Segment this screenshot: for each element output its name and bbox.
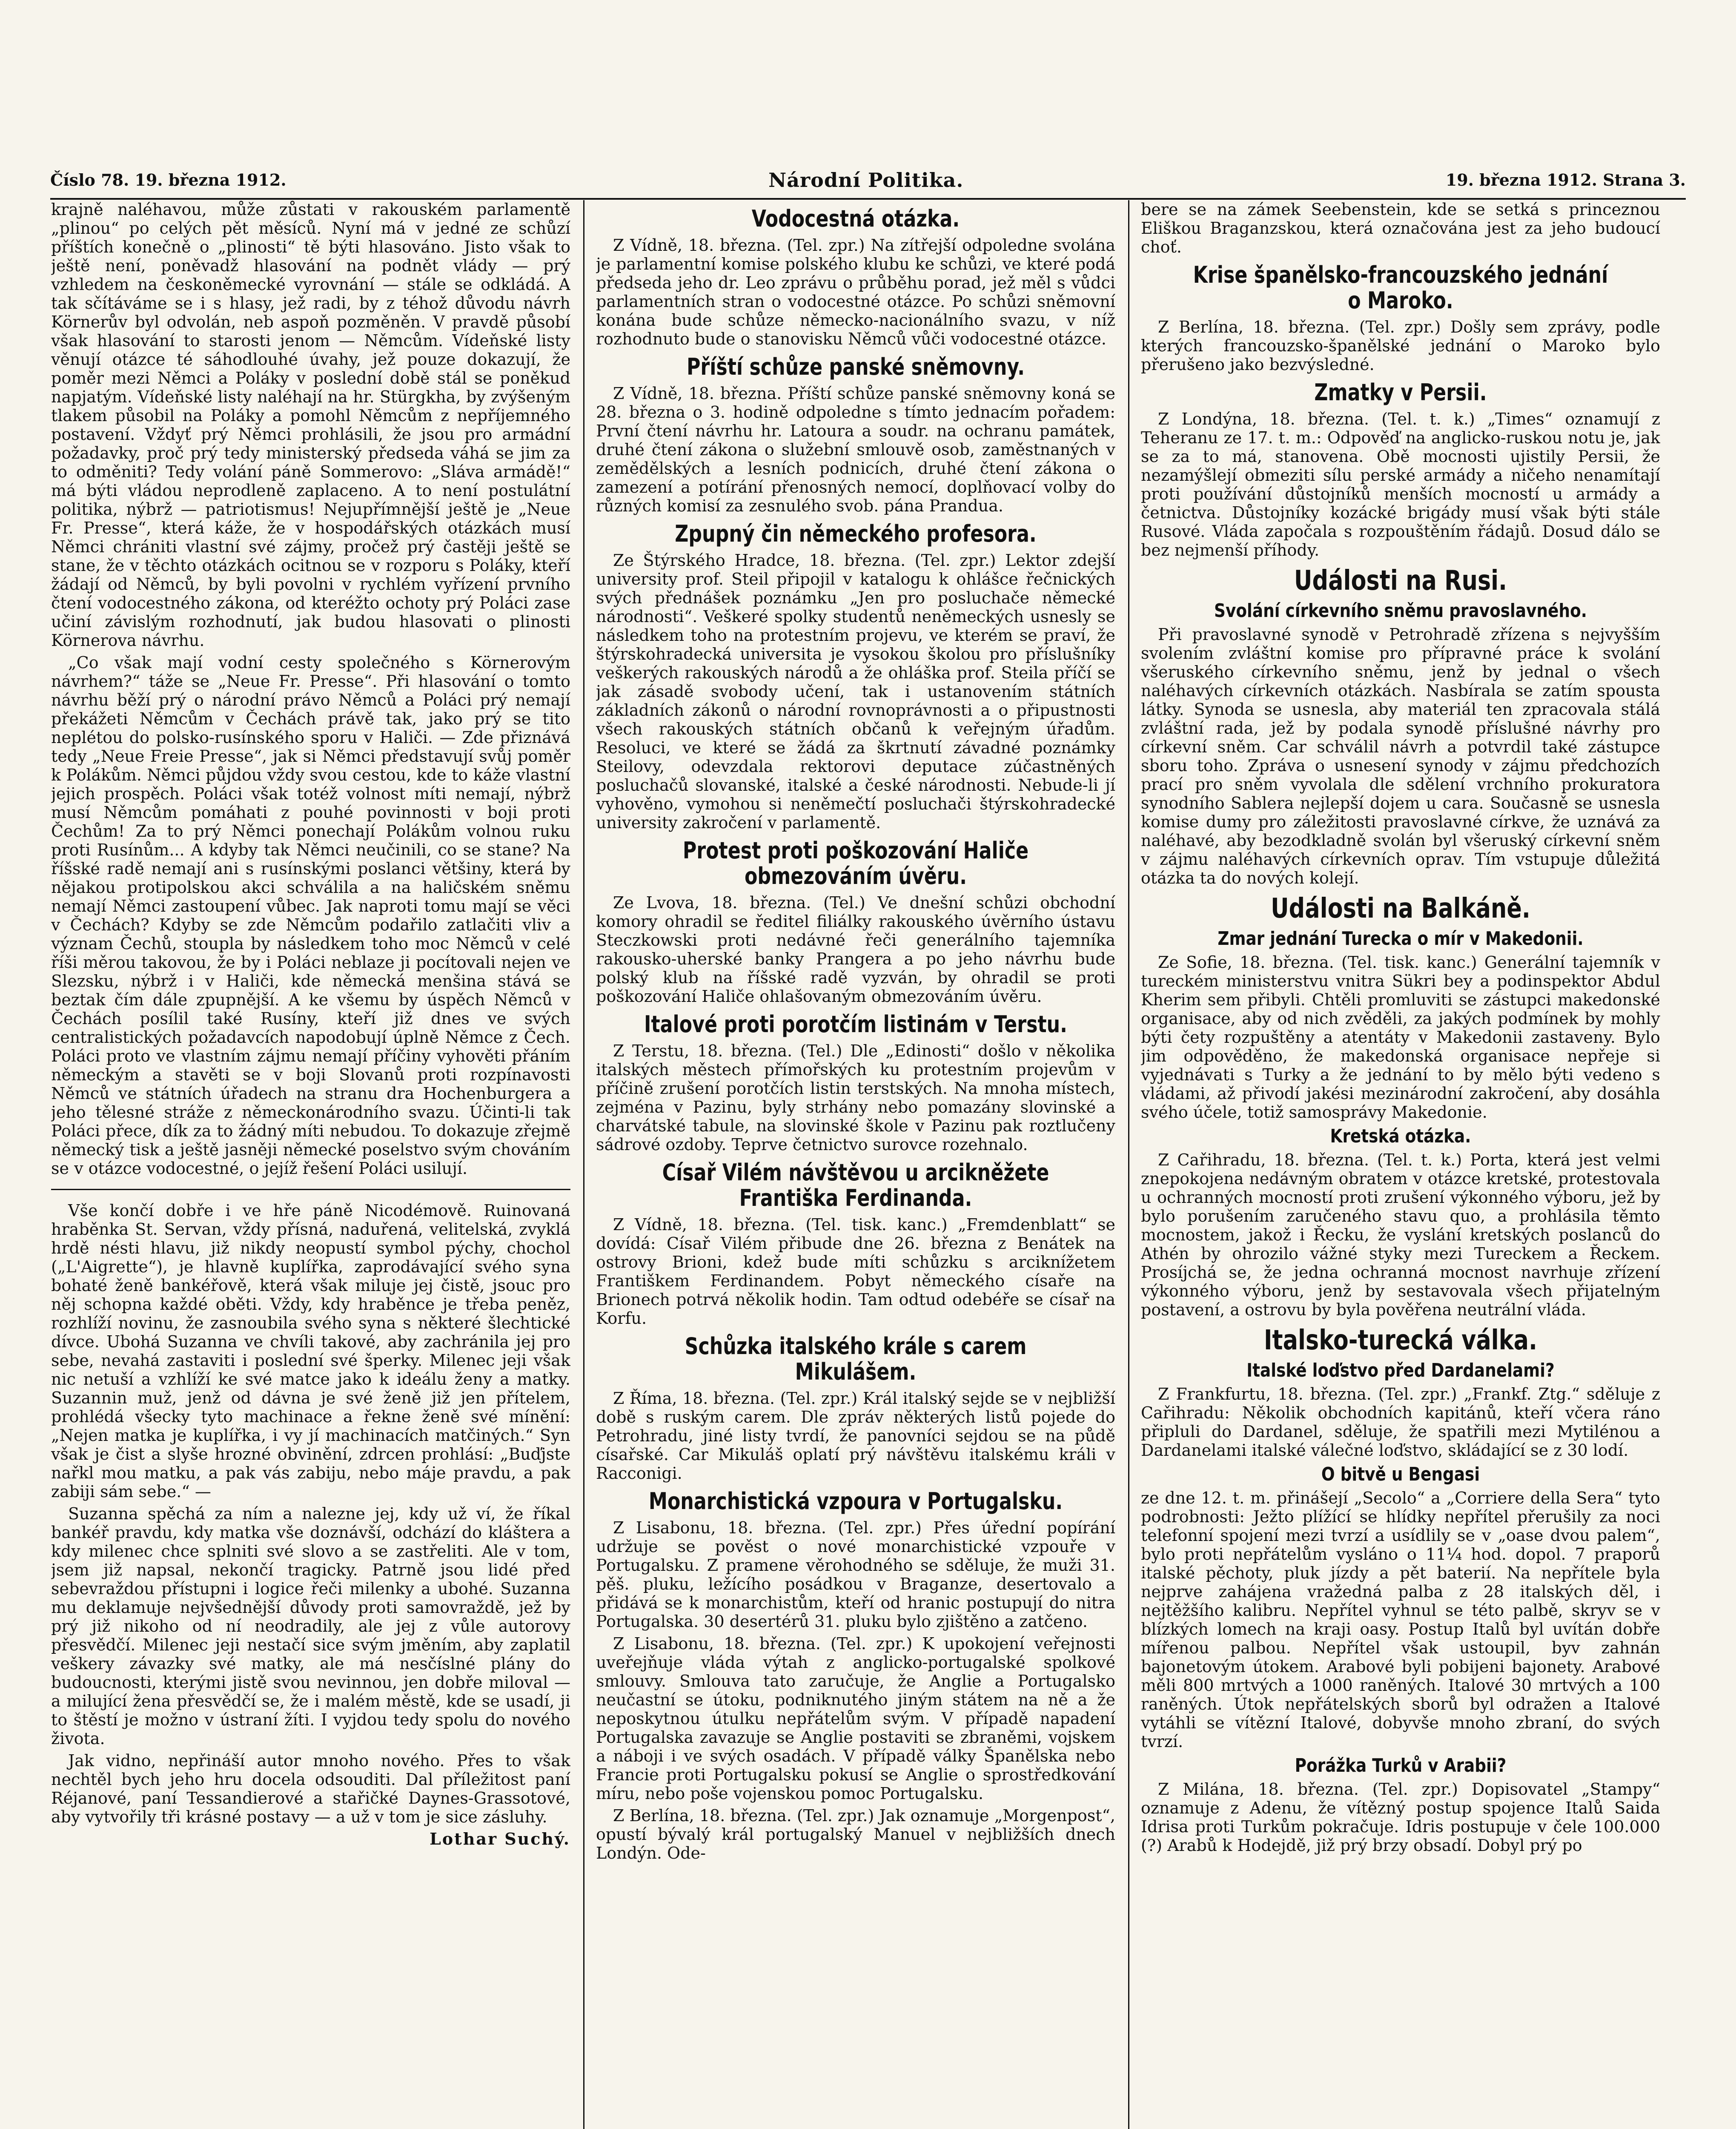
article-paragraph: Z Berlína, 18. března. (Tel. zpr.) Došly sem zprávy, podle kterých francouzsko-španělské jednání o Maroko bylo přerušeno jako bezvýsledné.: [1141, 318, 1660, 374]
column-2: [596, 200, 1115, 2129]
article-paragraph: Z Říma, 18. března. (Tel. zpr.) Král italský sejde se v nejbližší době s ruským carem. Dle zpráv některých listů pojede do Petrohradu, jiné listy tvrdí, že panovníci sejdou se na půdě císařské. Car Mikuláš oplatí prý návštěvu italskému králi v Racconigi.: [596, 1389, 1115, 1483]
section-headline: Italsko-turecká válka.: [1263, 1325, 1538, 1356]
article-headline: Zmatky v Persii.: [1314, 379, 1487, 406]
page-header: [50, 164, 1686, 196]
article-headline: Příští schůze panské sněmovny.: [686, 353, 1025, 380]
header-issue: Číslo 78. 19. března 1912.: [50, 170, 286, 189]
article-headline: O bitvě u Bengasi: [1321, 1463, 1480, 1485]
header-rule: [50, 198, 1686, 200]
feuilleton-rule: [51, 1189, 570, 1190]
article-paragraph: Z Terstu, 18. března. (Tel.) Dle „Edinosti“ došlo v několika italských městech přímořských ku protestním projevům v příčině zrušení porotčích listin terstských. Na mnoha místech, zejména v Pazinu, byly strhány nebo pomazány slovinské a charvátské tabule, na slovinské škole v Pazinu pak roztlučeny sádrové ozdoby. Teprve četnictvo surovce rozehnalo.: [596, 1042, 1115, 1154]
article-paragraph: Z Vídně, 18. března. (Tel. zpr.) Na zítřejší odpoledne svolána je parlamentní komise polského klubu ke schůzi, ve které podá předseda jeho dr. Leo zprávu o průběhu porad, jež měl s vůdci parlamentních stran o vodocestné otázce. Po schůzi sněmovní konána bude schůze německo-nacionálního svazu, v níž rozhodnuto bude o stanovisku Němců vůči vodocestné otázce.: [596, 236, 1115, 348]
article-headline: Schůzka italského krále s carem Mikulášem.: [685, 1333, 1027, 1385]
section-headline: Události na Balkáně.: [1271, 893, 1530, 924]
article-paragraph: krajně naléhavou, může zůstati v rakouském parlamentě „plinou“ po celých pět měsíců. Nyní má v jedné ze schůzí příštích konečně o „plinosti“ tě býti hlasováno. Jisto však to ještě není, poněvadž hlasování na podnět vlády — prý vzhledem na českoněmecké vyrovnání — stále se odkládá. A tak sčítáváme se i s hlasy, jež radi, by z téhož důvodu návrh Körnerův byl odvolán, neb aspoň pozměněn. V pravdě působí však hlasování to starosti jenom — Němcům. Vídeňské listy věnují otázce té sáhodlouhé úvahy, jež pouze dokazují, že poměr mezi Němci a Poláky v poslední době stál se poněkud napjatým. Vídeňské listy naléhají na hr. Stürgkha, by zvýšeným tlakem působil na Poláky a pomohl Němcům z nepříjemného postavení. Vždyť prý Němci prohlásili, že jsou pro armádní požadavky, proč prý tedy ministerský předseda váhá se jim za to odměniti? Tedy volání páně Sommerovo: „Sláva armádě!“ má býti vládou neprodleně zaplaceno. A to není postulátní politika, nýbrž — patriotismus! Nejupřímnější ještě je „Neue Fr. Presse“, která káže, že v hospodářských otázkách musí Němci chrániti vlastní své zájmy, pročež prý častěji ještě se stane, že v těchto otázkách ocitnou se v rozporu s Poláky, kteří žádají od Němců, by byli povolni v rychlém vyřízení prvního čtení vodocestného zákona, od kteréžto ochoty prý Poláci zase učiní závislým rozhodnutí, jak budou hlasovati o plinosti Körnerova návrhu.: [51, 200, 570, 650]
article-paragraph: Z Cařihradu, 18. března. (Tel. t. k.) Porta, která jest velmi znepokojena nedávným obratem v otázce kretské, protestovala u ochranných mocností proti zrušení výkonného výboru, jež by bylo porušením zaručeného stavu quo, a prohlásila těmto mocnostem, jakož i Řecku, že vyslání kretských poslanců do Athén by ohrozilo vážné styky mezi Tureckem a Řeckem. Prosíjchá se, že jedna ochranná mocnost navrhuje zřízení výkonného výboru, jenž by sestavovala všech přijatelným postavení, a ostrovu by byla pověřena neutrální vláda.: [1141, 1151, 1660, 1319]
article-headline: Krise španělsko-francouzského jednání o Maroko.: [1193, 261, 1608, 314]
article-headline: Zpupný čin německého profesora.: [675, 520, 1037, 547]
article-headline: Monarchistická vzpoura v Portugalsku.: [648, 1488, 1063, 1515]
article-paragraph: Z Berlína, 18. března. (Tel. zpr.) Jak oznamuje „Morgenpost“, opustí bývalý král portugalský Manuel v nejbližších dnech Londýn. Ode-: [596, 1806, 1115, 1862]
article-headline: Vodocestná otázka.: [751, 205, 960, 232]
article-headline: Zmar jednání Turecka o mír v Makedonii.: [1217, 928, 1584, 950]
article-paragraph: ze dne 12. t. m. přinášejí „Secolo“ a „Corriere della Sera“ tyto podrobnosti: Ježto plížící se hlídky nepřítel přerušily za noci telefonní spojení mezi tvrzí a usídlily se v „oase dvou palem“, bylo proti nepřátelům vysláno o 11¼ hod. dopol. 7 praporů italské pěchoty, pluk jízdy a pět baterií. Na nepřítele byla nejprve zahájena vražedná palba z 28 italských děl, i nejtěžšího kalibru. Nepřítel vyhnul se této palbě, skryv se v blízkých lomech na kraji oasy. Postup Italů byl uvítán dobře mířenou palbou. Nepřítel však ustoupil, byv zahnán bajonetovým útokem. Arabové byli pobijeni bajonety. Arabové měli 800 mrtvých a 1000 raněných. Italové 30 mrtvých a 100 raněných. Útok nepřátelských sborů byl odražen a Italové vytáhli se vítězní Italové, dobyvše mnoho zbraní, do svých tvrzí.: [1141, 1489, 1660, 1751]
article-headline: Italové proti porotčím listinám v Terstu.: [644, 1011, 1068, 1038]
article-paragraph: „Co však mají vodní cesty společného s Körnerovým návrhem?“ táže se „Neue Fr. Presse“. Při hlasování o tomto návrhu běží prý o národní právo Němců a Poláci prý nemají překážeti Němcům v Čechách právě tak, jako prý se tito neplétou do polsko-rusínského sporu v Haliči. — Zde přiznává tedy „Neue Freie Presse“, jak si Němci představují svůj poměr k Polákům. Němci půjdou vždy svou cestou, kde to káže vlastní jejich prospěch. Poláci však totéž volnost míti nemají, nýbrž musí Němcům pomáhati z pouhé povinnosti v boji proti Čechům! Za to prý Němci ponechají Polákům volnou ruku proti Rusínům... A kdyby tak Němci neučinili, co se stane? Na říšské radě nemají ani s rusínskými poslanci většiny, která by nějakou protipolskou akci schválila a na haličském sněmu nemají Němci zastoupení vůbec. Jak naproti tomu mají se věci v Čechách? Kdyby se zde Němcům podařilo zatlačiti vliv a význam Čechů, stoupla by následkem toho moc Němců v celé říši měrou takovou, že by i Poláci neblaze ji pocítovali nejen ve Slezsku, nýbrž i v Haliči, kde německá menšina stává se beztak čím dále zpupnější. A ke všemu by úspěch Němců v Čechách posílil také Rusíny, kteří již dnes ve svých centralistických požadavcích napodobují úplně Němce z Čech. Poláci proto ve vlastním zájmu nemají příčiny vyhověti přáním německým a stavěti se v boji Slovanů proti rozpínavosti Němců ve státních úřadech na stranu dra Hochenburgera a jeho tělesné stráže z německonárodního svazu. Účinti-li tak Poláci přece, dík za to žádný míti nebudou. To dokazuje zřejmě německý tisk a ještě jasněji německé poselstvo svým chováním se v otázce vodocestné, o jejíž řešení Poláci usilují.: [51, 653, 570, 1178]
article-paragraph: Z Vídně, 18. března. Příští schůze panské sněmovny koná se 28. března o 3. hodině odpoledne s tímto jednacím pořadem: První čtení návrhu hr. Latoura a soudr. na ochranu památek, druhé čtení zákona o služební smlouvě osob, zaměstnaných v zemědělských a lesních podnicích, druhé čtení zákona o zamezení a potírání přenosných nemocí, doplňovací volby do různých komisí za zesnulého svob. pána Prandua.: [596, 384, 1115, 515]
article-headline: Italské loďstvo před Dardanelami?: [1246, 1360, 1555, 1381]
column-divider: [583, 200, 584, 2129]
article-paragraph: Suzanna spěchá za ním a nalezne jej, kdy už ví, že říkal bankéř pravdu, kdy matka vše doznávší, odchází do kláštera a kdy milenec chce splniti své slovo a se zastřeliti. Ale v tom, jsem již napsal, nekončí tragicky. Patrně jsou lidé před sebevraždou přístupni i logice řeči milenky a ubohé. Suzanna mu deklamuje nejvšednější důvody proti samovraždě, jež by prý již nikoho od ní neodradily, ale jej z vůle autorovy přesvědčí. Milenec jeji nestačí sice svým jměním, aby zaplatil veškery závazky své matky, ale má nesčíslné plány do budoucnosti, kterými jistě svou nevinnou, jen dobře miloval — a milující žena přesvědčí se, že i malém městě, kde se usadí, ji to štěstí je možno v ústraní žíti. I vyjdou tedy spolu do nového života.: [51, 1504, 570, 1748]
article-headline: Protest proti poškozování Haliče obmezováním úvěru.: [682, 837, 1029, 889]
article-paragraph: Z Londýna, 18. března. (Tel. t. k.) „Times“ oznamují z Teheranu ze 17. t. m.: Odpověď na anglicko-ruskou notu je, jak se za to má, stanovena. Obě mocnosti ujistily Persii, že nezamýšlejí obmeziti sílu perské armády a ničeho nenamítají proti používání důstojníků menších mocností u armády a četnictva. Důstojníky kozácké brigády musí však býti stále Rusové. Vláda započala s rozpouštěním řádajů. Dosud dálo se bez nejmenší příhody.: [1141, 410, 1660, 560]
article-headline: Kretská otázka.: [1330, 1125, 1471, 1147]
article-paragraph: Z Lisabonu, 18. března. (Tel. zpr.) K upokojení veřejnosti uveřejňuje vláda výtah z anglicko-portugalské spolkové smlouvy. Smlouva tato zaručuje, že Anglie a Portugalsko neučastní se útoku, podniknutého jiným státem na ně a že neposkytnou útulku nepřátelům svým. V případě napadení Portugalska zavazuje se Anglie postaviti se zbraněmi, vojskem a náboji i ve svých osadách. V případě války Španělska nebo Francie proti Portugalsku pokusí se Anglie o sprostředkování míru, nebo poše vojenskou pomoc Portugalsku.: [596, 1634, 1115, 1803]
article-paragraph: Ze Štýrského Hradce, 18. března. (Tel. zpr.) Lektor zdejší university prof. Steil připojil v katalogu k ohlášce řečnických svých přednášek poznámku „Jen pro posluchače německé národnosti“. Veškeré spolky studentů neněmeckých usnesly se následkem toho na protestním projevu, ve kterém se praví, že štýrskohradecká universita je vysokou školou pro příslušníky veškerých rakouských národů a že ohláška prof. Steila příčí se jak zásadě svobody učení, tak i ustanovením státních základních zákonů o národní rovnoprávnosti a o připustnosti všech rakouských státních občanů k veřejným úřadům. Resoluci, ve které se žádá za škrtnutí závadné poznámky Steilovy, odevzdala rektorovi deputace zúčastněných posluchačů slovanské, italské a české národnosti. Nebude-li jí vyhověno, vymohou si neněmečtí posluchači štýrskohradecké university zakročení v parlamentě.: [596, 551, 1115, 832]
column-1: [51, 200, 570, 2129]
column-3: [1141, 200, 1660, 2129]
article-headline: Císař Vilém návštěvou u arcikněžete Františka Ferdinanda.: [662, 1159, 1049, 1211]
masthead-title: Národní Politika.: [768, 168, 964, 192]
article-paragraph: Při pravoslavné synodě v Petrohradě zřízena s nejvyšším svolením zvláštní komise pro přípravné práce k svolání všeruského církevního sněmu, jenž by jednal o všech naléhavých církevních otázkách. Nasbírala se zatím spousta látky. Synoda se usnesla, aby materiál ten zpracovala stálá zvláštní rada, jež by podala synodě příslušné návrhy pro církevní sněm. Car schválil návrh a potvrdil také zástupce sboru toho. Zpráva o usnesení synody v zájmu předchozích prací pro sněm vyvolala dle sdělení vrchního prokuratora synodního Sablera nejlepší dojem u cara. Současně se usnesla komise dumy pro záležitosti pravoslavné církve, že uznává za naléhavé, aby bezodkladně svolán byl všeruský církevní sněm v zájmu naléhavých církevních oprav. Tím vstupuje důležitá otázka ta do nových kolejí.: [1141, 625, 1660, 887]
article-paragraph: Z Milána, 18. března. (Tel. zpr.) Dopisovatel „Stampy“ oznamuje z Adenu, že vítězný postup spojence Italů Saida Idrisa proti Turkům pokračuje. Idris postupuje v čele 100.000 (?) Arabů k Hodejdě, již prý brzy obsadí. Dobyl prý po: [1141, 1780, 1660, 1855]
article-paragraph: Ze Lvova, 18. března. (Tel.) Ve dnešní schůzi obchodní komory ohradil se ředitel filiálky rakouského úvěrního ústavu Steczkowski proti nedávné řeči generálního tajemníka rakousko-uherské banky Prangera a po jeho návrhu bude polský klub na říšské radě vyzván, by ohradil se proti poškozování Haliče ohlašovaným obmezováním úvěru.: [596, 893, 1115, 1006]
article-paragraph: Z Lisabonu, 18. března. (Tel. zpr.) Přes úřední popírání udržuje se pověst o nové monarchistické vzpouře v Portugalsku. Z pramene věrohodného se sděluje, že muži 31. pěš. pluku, ležícího posádkou v Braganze, desertovalo a přidává se k monarchistům, kteří od hranic postupují do nitra Portugalska. 30 desertérů 31. pluku bylo zjištěno a zatčeno.: [596, 1518, 1115, 1631]
article-paragraph: Z Frankfurtu, 18. března. (Tel. zpr.) „Frankf. Ztg.“ sděluje z Cařihradu: Několik obchodních kapitánů, kteří včera ráno připluli do Dardanel, sděluje, že spatřili mezi Mytilénou a Dardanelami italské válečné loďstvo, skládající se z 30 lodí.: [1141, 1385, 1660, 1460]
header-date-page: 19. března 1912. Strana 3.: [1445, 170, 1686, 189]
article-paragraph: Jak vidno, nepřináší autor mnoho nového. Přes to však nechtěl bych jeho hru docela odsouditi. Dal příležitost paní Réjanové, paní Tessandierové a stařičké Daynes-Grassotové, aby vytvořily tři krásné postavy — a už v tom je sice zásluhy.: [51, 1751, 570, 1826]
article-headline: Svolání církevního sněmu pravoslavného.: [1214, 600, 1587, 622]
article-paragraph: bere se na zámek Seebenstein, kde se setká s princeznou Eliškou Braganzskou, která označována jest za jeho budoucí choť.: [1141, 200, 1660, 256]
article-paragraph: Ze Sofie, 18. března. (Tel. tisk. kanc.) Generální tajemník v tureckém ministerstvu vnitra Sükri bey a podinspektor Abdul Kherim sem přibyli. Chtěli promluviti se zástupci makedonské organisace, aby od nich zvěděli, za jakých podmínek by mohly býti čety rozpuštěny a atentáty v Makedonii zastaveny. Bylo jim odpověděno, že makedonská organisace nepřeje si vyjednávati s Turky a že jednání to by mělo býti vedeno s vládami, až přivodí jakési mezinárodní zakročení, aby dosáhla svého účele, totiž samosprávy Makedonie.: [1141, 953, 1660, 1122]
article-paragraph: Vše končí dobře i ve hře páně Nicodémově. Ruinovaná hraběnka St. Servan, vždy přísná, naduřená, velitelská, zvyklá hrdě nésti hlavu, již nikdy neopustí symbol pýchy, chochol („L'Aigrette“), je hlavně kuplířka, zaprodávající svého syna bohaté ženě bankéřově, která však miluje jej čistě, jsouc pro něj schopna každé oběti. Vždy, kdy hraběnce je třeba peněz, rozhlíží novinu, že zasnoubila svého syna s některé šlechtické dívce. Ubohá Suzanna ve chvíli takové, aby zachránila jej pro sebe, nevahá zastaviti i poslední své šperky. Milenec jeji však nic netuší a vzhlíží ke své matce jako k ideálu ženy a matky. Suzannin muž, jenž od dávna je své ženě již jen přítelem, prohlédá všecky tyto machinace a řekne ženě své mínění: „Nejen matka je kuplířka, i vy jí machinacích matčiných.“ Syn však je čist a slyše hrozné obvinění, zdrcen prohlásí: „Buďjste nařkl mou matku, a pak vás zabiju, nebo máje pravdu, a pak zabiji sám sebe.“ —: [51, 1201, 570, 1501]
section-headline: Události na Rusi.: [1294, 565, 1507, 597]
author-signature: Lothar Suchý.: [430, 1829, 570, 1848]
article-headline: Porážka Turků v Arabii?: [1295, 1755, 1507, 1776]
column-divider: [1128, 200, 1129, 2129]
article-paragraph: Z Vídně, 18. března. (Tel. tisk. kanc.) „Fremdenblatt“ se dovídá: Císař Vilém přibude dne 26. března z Benátek na ostrovy Brioni, kdež bude míti schůzku s arciknížetem Františkem Ferdinandem. Pobyt německého císaře na Brionech potrvá několik hodin. Tam odtud odebéře se císař na Korfu.: [596, 1215, 1115, 1328]
